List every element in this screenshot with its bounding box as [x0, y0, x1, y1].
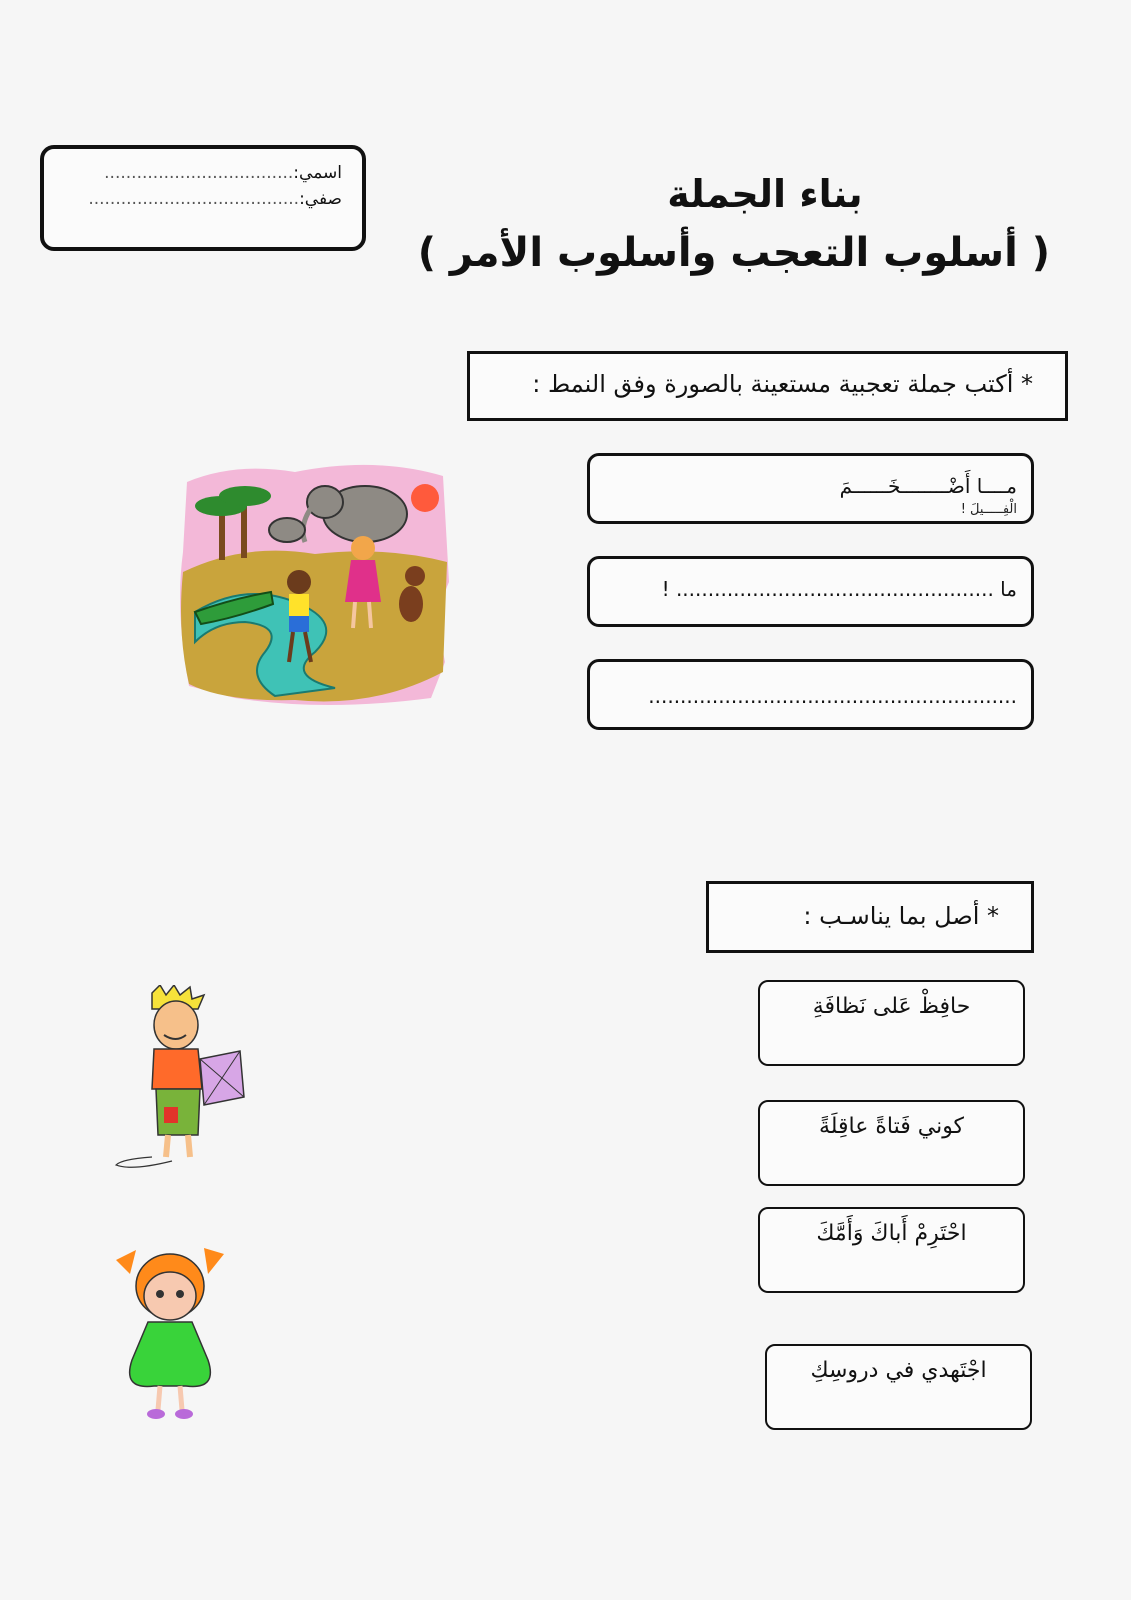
sun	[411, 484, 439, 512]
answer-box-2[interactable]	[587, 556, 1034, 627]
class-line	[88, 189, 342, 209]
example-sentence: مــــا أَضْــــــــخَــــــمَ	[839, 474, 1017, 498]
answer-box-3[interactable]	[587, 659, 1034, 730]
match-item-text: حافِظْ عَلى نَظافَةِ	[812, 994, 971, 1019]
name-input-line[interactable]: ...................................	[104, 163, 294, 183]
name-label: اسمي:	[293, 163, 342, 183]
name-line	[104, 163, 342, 183]
match-item[interactable]	[765, 1344, 1032, 1430]
zoo-illustration	[175, 462, 455, 710]
instruction-box-2	[706, 881, 1034, 953]
page-subtitle: ( أسلوب التعجب وأسلوب الأمر )	[417, 230, 1050, 276]
match-item-text: احْتَرِمْ أَباكَ وَأَمَّكَ	[816, 1221, 967, 1246]
match-item[interactable]	[758, 1100, 1025, 1186]
example-word: الْفِـــــيلَ !	[960, 502, 1017, 517]
girl-illustration	[108, 1240, 232, 1430]
match-item-text: اجْتَهدي في دروسِكِ	[810, 1358, 987, 1383]
match-item[interactable]	[758, 1207, 1025, 1293]
boy-with-kite-illustration	[112, 985, 252, 1185]
match-item[interactable]	[758, 980, 1025, 1066]
answer-line-3[interactable]: ..........................................................	[648, 684, 1017, 708]
student-info-box	[40, 145, 366, 251]
match-item-text: كوني فَتاةً عاقِلَةً	[818, 1114, 965, 1139]
instruction-box-1	[467, 351, 1068, 421]
class-input-line[interactable]: .......................................	[88, 189, 300, 209]
class-label: صفي:	[299, 189, 342, 209]
example-box	[587, 453, 1034, 524]
instruction-text-2: * أصل بما يناسـب :	[803, 902, 999, 930]
answer-line-2[interactable]: ما .................................................. !	[661, 577, 1017, 601]
page-title: بناء الجملة	[667, 172, 863, 216]
instruction-text-1: * أكتب جملة تعجبية مستعينة بالصورة وفق النمط :	[532, 370, 1033, 398]
